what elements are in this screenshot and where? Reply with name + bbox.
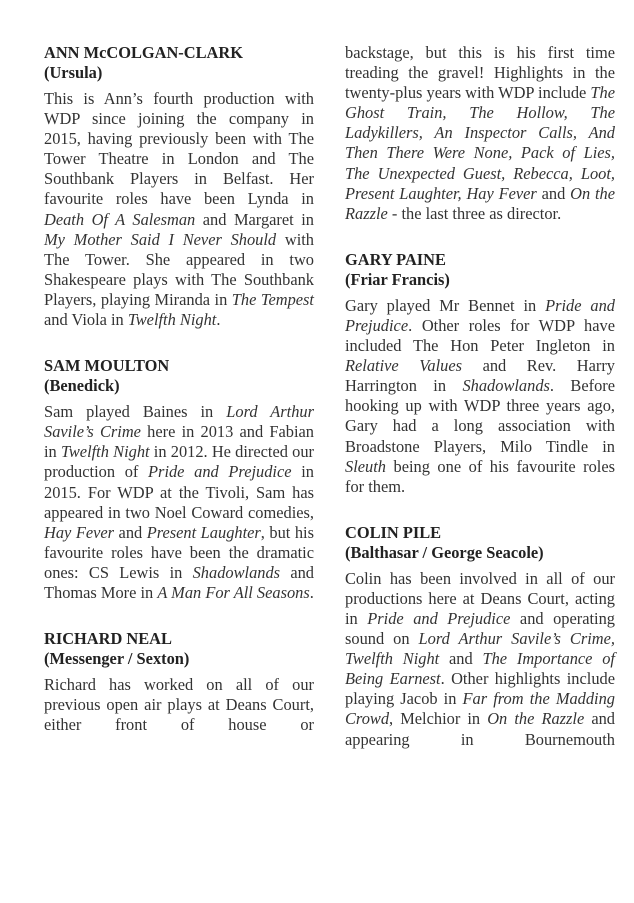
- title-italic: The Ghost Train, The Hollow, The Ladykillers, An Inspector Calls, And Then There Were None, Pack of Lies, The Unexpected Guest, Rebecca, Loot, Present Laughter, Hay Fever: [345, 83, 615, 203]
- cast-biographies-page: [44, 43, 615, 776]
- bio-text: and: [114, 522, 147, 542]
- bio-text: in 2012. He directed our production of: [44, 442, 314, 482]
- cast-entry-colin-pile: [345, 523, 615, 750]
- bio-text: .: [309, 582, 314, 602]
- title-italic: Twelfth Night: [127, 310, 217, 330]
- cast-bio: [345, 569, 615, 750]
- bio-text: and: [536, 183, 571, 203]
- cast-entry-sam-moulton: [44, 356, 314, 603]
- cast-name: ANN McCOLGAN-CLARK: [44, 43, 243, 62]
- title-italic: The Importance of Being Earnest: [345, 649, 615, 689]
- cast-name: COLIN PILE: [345, 522, 442, 542]
- bio-text: . Other roles for WDP have included The Hon Peter Ingleton in: [345, 315, 615, 356]
- title-italic: Pride and Prejudice: [148, 462, 292, 482]
- title-italic: Pride and Prejudice: [345, 295, 615, 335]
- title-italic: Relative Values: [345, 356, 463, 376]
- cast-name: RICHARD NEAL: [44, 629, 172, 649]
- cast-role: (Friar Francis): [345, 269, 450, 289]
- bio-text: backstage, but this is his first time treading the gravel! Highlights in the twenty-plus years with WDP include: [345, 43, 615, 103]
- bio-text: and Thomas More in: [44, 562, 315, 602]
- cast-name: SAM MOULTON: [44, 356, 170, 376]
- title-italic: Far from the Madding Crowd: [345, 689, 615, 729]
- title-italic: Sleuth: [345, 456, 386, 476]
- title-italic: The Tempest: [231, 289, 314, 309]
- cast-entry-gary-paine: [345, 250, 615, 497]
- bio-text: . Before hooking up with WDP three years ago, Gary had a long association with Broadstone Players, Milo Tindle in: [345, 376, 615, 456]
- title-italic: Present Laughter: [146, 522, 261, 542]
- bio-text: , Melchior in: [389, 709, 488, 729]
- bio-text: Richard has worked on all of our previous open air plays at Deans Court, either front of house or: [44, 675, 314, 735]
- title-italic: Twelfth Night: [60, 442, 150, 462]
- bio-text: and Rev. Harry Harrington in: [345, 356, 615, 396]
- bio-text: being one of his favourite roles for them.: [345, 456, 615, 496]
- bio-text: Sam played Baines in: [44, 402, 227, 422]
- bio-text: here in 2013 and Fabian in: [44, 422, 314, 462]
- cast-bio-continued: [345, 43, 615, 224]
- cast-role: (Ursula): [44, 63, 103, 82]
- title-italic: Lord Arthur Savile’s Crime: [44, 402, 314, 442]
- cast-bio: [44, 402, 314, 603]
- bio-text: and Viola in: [44, 310, 128, 330]
- cast-role: (Balthasar / George Seacole): [345, 542, 544, 562]
- title-italic: Shadowlands: [192, 562, 281, 582]
- title-italic: Death Of A Salesman: [44, 209, 196, 229]
- cast-bio: [44, 675, 314, 735]
- cast-role: (Benedick): [44, 376, 120, 396]
- bio-text: Gary played Mr Bennet in: [345, 295, 546, 315]
- bio-text: and operating sound on: [345, 608, 615, 649]
- bio-text: . Other highlights include playing Jacob in: [345, 669, 615, 709]
- bio-text: - the last three as director.: [387, 203, 562, 223]
- bio-text: and: [439, 649, 483, 669]
- bio-text: , but his favourite roles have been the dramatic ones: CS Lewis in: [44, 522, 314, 582]
- title-italic: My Mother Said I Never Should: [44, 229, 277, 249]
- title-italic: On the Razzle: [345, 183, 615, 223]
- bio-text: Colin has been involved in all of our productions here at Deans Court, acting in: [345, 568, 615, 628]
- cast-bio: [345, 296, 615, 497]
- bio-text: in 2015. For WDP at the Tivoli, Sam has appeared in two Noel Coward comedies,: [44, 462, 314, 522]
- title-italic: Pride and Prejudice: [367, 608, 511, 628]
- bio-text: and appearing in Bournemouth: [345, 709, 616, 749]
- title-italic: Hay Fever: [44, 522, 115, 542]
- cast-entry-richard-neal: [44, 629, 314, 735]
- cast-entry-richard-neal-continued: [345, 43, 615, 224]
- right-column: [345, 43, 615, 776]
- bio-text: This is Ann’s fourth production with WDP since joining the company in 2015, having previously been with The Tower Theatre in London and The Southbank Players in Belfast. Her favourite roles have been Lynda in: [44, 89, 314, 209]
- cast-role: (Messenger / Sexton): [44, 649, 190, 669]
- title-italic: Shadowlands: [462, 376, 550, 396]
- cast-bio: [44, 89, 314, 330]
- cast-entry-ann-mccolgan-clark: [44, 43, 314, 330]
- cast-name: GARY PAINE: [345, 249, 446, 269]
- bio-text: and Margaret in: [195, 209, 314, 229]
- title-italic: On the Razzle: [487, 709, 585, 729]
- title-italic: Lord Arthur Savile’s Crime, Twelfth Night: [345, 629, 615, 669]
- bio-text: with The Tower. She appeared in two Shakespeare plays with The Southbank Players, playing Miranda in: [44, 229, 314, 309]
- bio-text: .: [216, 310, 221, 330]
- left-column: [44, 43, 314, 776]
- title-italic: A Man For All Seasons: [157, 582, 310, 602]
